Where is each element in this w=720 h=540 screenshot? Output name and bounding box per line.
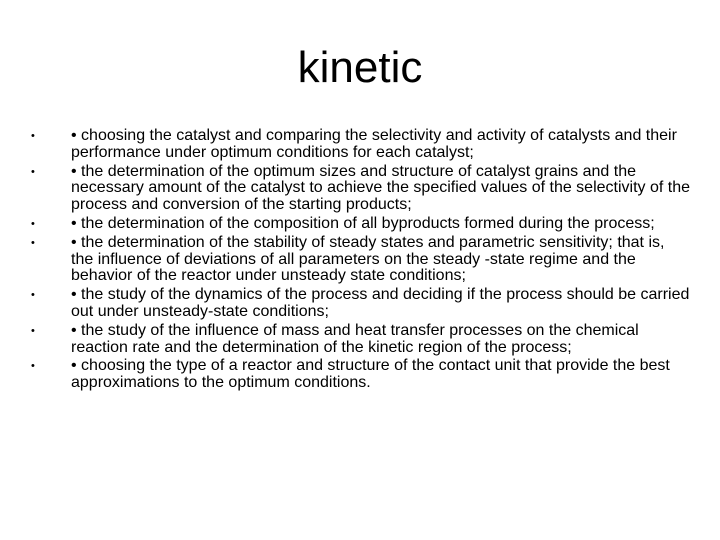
bullet-dot-icon: • [31,130,35,142]
bullet-item [30,164,690,214]
bullet-text: • the determination of the stability of steady states and parametric sensitivity; that is, the influence of deviations of all parameters on the steady -state regime and the behavior of the reactor under unsteady state conditions; [71,233,665,285]
bullet-dot-icon: • [31,236,35,249]
bullet-text: • the determination of the composition of all byproducts formed during the process; [71,214,655,232]
bullet-dot-icon: • [31,360,35,373]
bullet-item [30,235,690,285]
bullet-list [30,128,690,394]
bullet-text: • the study of the dynamics of the process and deciding if the process should be carried out under unsteady-state conditions; [71,286,690,320]
bullet-item [30,128,690,162]
bullet-dot-icon: • [31,217,35,230]
bullet-item [30,216,690,233]
bullet-item [30,358,690,392]
bullet-text: • choosing the type of a reactor and structure of the contact unit that provide the best approximations to the optimum conditions. [71,357,670,392]
slide-title: kinetic [297,43,423,92]
bullet-item [30,287,690,321]
bullet-text: • the study of the influence of mass and heat transfer processes on the chemical reaction rate and the determination of the kinetic region of the process; [71,321,639,356]
bullet-text: • the determination of the optimum sizes and structure of catalyst grains and the necessary amount of the catalyst to achieve the specified values of the selectivity of the process and conversion of the starting products; [71,162,691,214]
bullet-item [30,323,690,357]
bullet-text: • choosing the catalyst and comparing the selectivity and activity of catalysts and their performance under optimum conditions for each catalyst; [71,127,677,161]
bullet-dot-icon: • [31,165,35,178]
bullet-dot-icon: • [31,324,35,337]
bullet-dot-icon: • [31,289,35,302]
